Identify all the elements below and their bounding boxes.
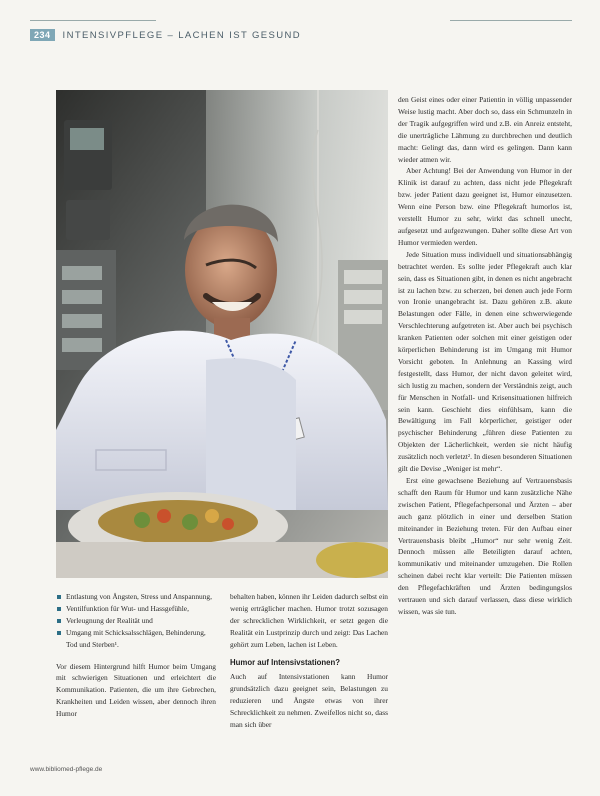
list-item: Ventilfunktion für Wut- und Hassgefühle,: [56, 603, 216, 615]
left-column: [56, 591, 216, 720]
page-number: 234: [30, 29, 55, 41]
paragraph: behalten haben, können ihr Leiden dadurch selbst ein wenig erträglicher machen. Humor trotzt sozusagen der schrecklichen Wirklichkeit, er setzt gegen die Realität ein Lustprinzip durch und zeigt: Das Lachen gehört zum Leben, lachen ist Leben.: [230, 592, 388, 649]
paragraph: den Geist eines oder einer Patientin in völlig unpassender Weise lustig macht. Aber doch so, dass ein Schmunzeln in der Tragik aufgegriffen wird und z.B. ein Anreiz entsteht, die unerträgliche Lähmung zu durchbrechen und deutlich macht: Gelingt das, dann wird es gelingen. Dann kann wieder atmen wir.: [398, 95, 572, 164]
bullet-list: [56, 591, 216, 651]
subheading: Humor auf Intensivstationen?: [230, 657, 341, 667]
list-item: Verleugnung der Realität und: [56, 615, 216, 627]
paragraph: Auch auf Intensivstationen kann Humor grundsätzlich dazu geeignet sein, Belastungen zu reduzieren und Ängste etwas von ihrer Schrecklichkeit zu nehmen. Zweifellos nicht so, dass man sich über: [230, 672, 388, 730]
top-rule-right: [450, 20, 572, 21]
paragraph: Jede Situation muss individuell und situationsabhängig betrachtet werden. Es sollte jeder Pflegekraft auch klar sein, dass es Situationen gibt, in denen es nicht angebracht ist zu lachen bzw. zu scherzen, bei denen auch jede Form von Ironie unangebracht ist. Dazu gehören z.B. akute Belastungen oder Fälle, in denen eine schwerwiegende Verschlechterung aufgetreten ist. Aber auch bei psychisch kranken Patienten oder solchen mit einer geistigen oder körperlichen Behinderung ist im Umgang mit Humor Vorsicht geboten. In Anlehnung an Kassing wird festgestellt, dass Humor, der nicht davon geleitet wird, sich lustig zu machen, sondern der Verständnis zeigt, auch für Menschen in Notfall- und Krisensituationen hilfreich sein kann. Geschieht dies einfühlsam, kann die Bewältigung im Fall körperlicher, geistiger oder psychischer Behinderung „führen diese Patienten zu Objekten der Lächerlichkeit, werden sie nicht häufig zusätzlich noch verletzt². In diesen besonderen Situationen gilt die Devise „Weniger ist mehr“.: [398, 249, 572, 474]
paragraph: Erst eine gewachsene Beziehung auf Vertrauensbasis schafft den Raum für Humor und kann zusätzliche Nähe zwischen Patient, Pflegefachpersonal und Ärzten – aber auch ganz plötzlich in einer und derselben Station miteinander in Beziehung treten. Für den Aufbau einer Vertrauensbasis bleibt „Humor“ nur sehr wenig Zeit. Dennoch müssen alle Beteiligten darauf achten, kommunikativ und miteinander umzugehen. Die Rollen scheinen dabei recht klar verteilt: Die Patienten müssen den Pflegefachkräften und Ärzten bedingungslos vertrauen und sich darauf verlassen, dass diese wirklich wissen, was sie tun.: [398, 476, 572, 616]
right-column: [398, 94, 572, 618]
patient-photo: [56, 90, 388, 578]
footer-url: www.bibliomed-pflege.de: [30, 766, 103, 773]
paragraph: Aber Achtung! Bei der Anwendung von Humor in der Klinik ist darauf zu achten, dass nicht jede Pflegekraft bzw. jeder Patient dazu geeignet ist, Humor einzusetzen. Wenn eine Person bzw. eine Pflegekraft humorlos ist, verstellt Humor zu sehr, wirkt das schnell unecht, aufgesetzt und aufgezwungen. Daher sollte diese Art von Humor vermieden werden.: [398, 166, 572, 247]
section-title: INTENSIVPFLEGE – LACHEN IST GESUND: [62, 29, 302, 41]
middle-column: [230, 591, 388, 731]
list-item: Umgang mit Schicksalsschlägen, Behinderung, Tod und Sterben¹.: [56, 627, 216, 651]
list-item: Entlastung von Ängsten, Stress und Anspannung,: [56, 591, 216, 603]
paragraph: Vor diesem Hintergrund hilft Humor beim Umgang mit schwierigen Situationen und erleichtert die Kommunikation. Patienten, die um ihre Gebrechen, Krankheiten und Leiden wissen, aber dennoch ihren Humor: [56, 661, 216, 719]
page-header: [30, 28, 301, 42]
top-rule-left: [30, 20, 156, 21]
